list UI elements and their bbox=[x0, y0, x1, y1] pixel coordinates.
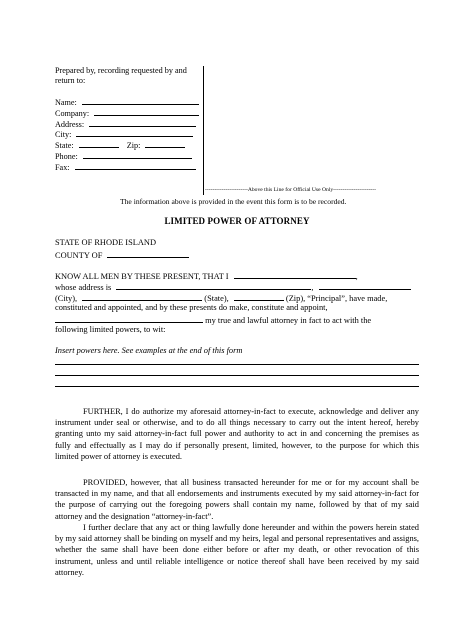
provided-paragraph: PROVIDED, however, that all business transacted hereunder for me or for my account shall be transacted in my name, and that all endorsements and instruments executed by my said attorney-in-fact for the purpose of carrying out the foregoing powers shall contain my name, followed by that of my said attorney and the designation “attorney-in-fact”. bbox=[55, 478, 419, 521]
company-field[interactable]: Company: bbox=[55, 107, 199, 119]
constituted-line: constituted and appointed, and by these presents do make, constitute and appoint, bbox=[55, 303, 328, 312]
county-blank[interactable] bbox=[107, 249, 189, 258]
city-state-zip-line[interactable]: (City), (State), (Zip), “Principal”, have made, bbox=[55, 294, 388, 303]
know-all-line[interactable]: KNOW ALL MEN BY THESE PRESENT, THAT I , bbox=[55, 272, 358, 281]
phone-blank[interactable] bbox=[83, 150, 192, 159]
powers-line-2[interactable] bbox=[55, 375, 419, 376]
city-blank[interactable] bbox=[76, 128, 193, 137]
county-line[interactable]: COUNTY OF bbox=[55, 249, 189, 261]
principal-name-blank[interactable] bbox=[234, 270, 356, 279]
recording-info-notice: The information above is provided in the event this form is to be recorded. bbox=[120, 197, 347, 206]
fax-blank[interactable] bbox=[75, 161, 196, 170]
principal-city-blank[interactable] bbox=[82, 292, 202, 301]
name-blank[interactable] bbox=[82, 96, 199, 105]
prepared-line-1: Prepared by, recording requested by and bbox=[55, 66, 187, 75]
recording-box-border bbox=[203, 66, 204, 195]
attorney-name-blank[interactable] bbox=[55, 314, 203, 323]
phone-field[interactable]: Phone: bbox=[55, 150, 192, 162]
state-line: STATE OF RHODE ISLAND bbox=[55, 238, 156, 247]
attorney-in-fact-line[interactable]: my true and lawful attorney in fact to act with the bbox=[55, 314, 371, 326]
document-title: LIMITED POWER OF ATTORNEY bbox=[164, 216, 310, 226]
zip-blank[interactable] bbox=[145, 139, 185, 148]
city-field[interactable]: City: bbox=[55, 128, 193, 140]
principal-address-blank-2[interactable] bbox=[319, 281, 411, 290]
powers-line-3[interactable] bbox=[55, 386, 419, 387]
official-use-line: -----------------------Above this Line for Official Use Only----------------------- bbox=[205, 187, 377, 193]
further-paragraph: FURTHER, I do authorize my aforesaid attorney-in-fact to execute, acknowledge and deliver any instrument under seal or otherwise, and to do all things necessary to carry out the intent hereof, hereby granting unto my said attorney-in-fact full power and authority to act in and concerning the premises as fully and effectually as I may do if personally present, limited, however, to the purpose for which this limited power of attorney is executed. bbox=[55, 407, 419, 461]
powers-line-1[interactable] bbox=[55, 364, 419, 365]
insert-powers-instruction: Insert powers here. See examples at the end of this form bbox=[55, 346, 243, 355]
address-field[interactable]: Address: bbox=[55, 118, 196, 130]
state-zip-field[interactable]: State: Zip: bbox=[55, 139, 185, 151]
principal-state-blank[interactable] bbox=[234, 292, 284, 301]
declare-paragraph: I further declare that any act or thing lawfully done hereunder and within the powers herein stated by my said attorney shall be binding on myself and my heirs, legal and personal representatives and assigns, whether the same shall have been done either before or after my death, or other revocation of this instrument, unless and until reliable intelligence or notice thereof shall have been received by my said attorney. bbox=[55, 523, 419, 577]
company-blank[interactable] bbox=[94, 107, 199, 116]
address-blank[interactable] bbox=[89, 118, 196, 127]
state-blank[interactable] bbox=[79, 139, 119, 148]
principal-address-blank[interactable] bbox=[116, 281, 311, 290]
whose-address-line[interactable]: whose address is , bbox=[55, 281, 411, 293]
following-powers-line: following limited powers, to wit: bbox=[55, 325, 166, 334]
prepared-by-heading bbox=[55, 66, 201, 86]
fax-field[interactable]: Fax: bbox=[55, 161, 196, 173]
name-field[interactable]: Name: bbox=[55, 96, 199, 108]
prepared-line-2: return to: bbox=[55, 76, 86, 85]
